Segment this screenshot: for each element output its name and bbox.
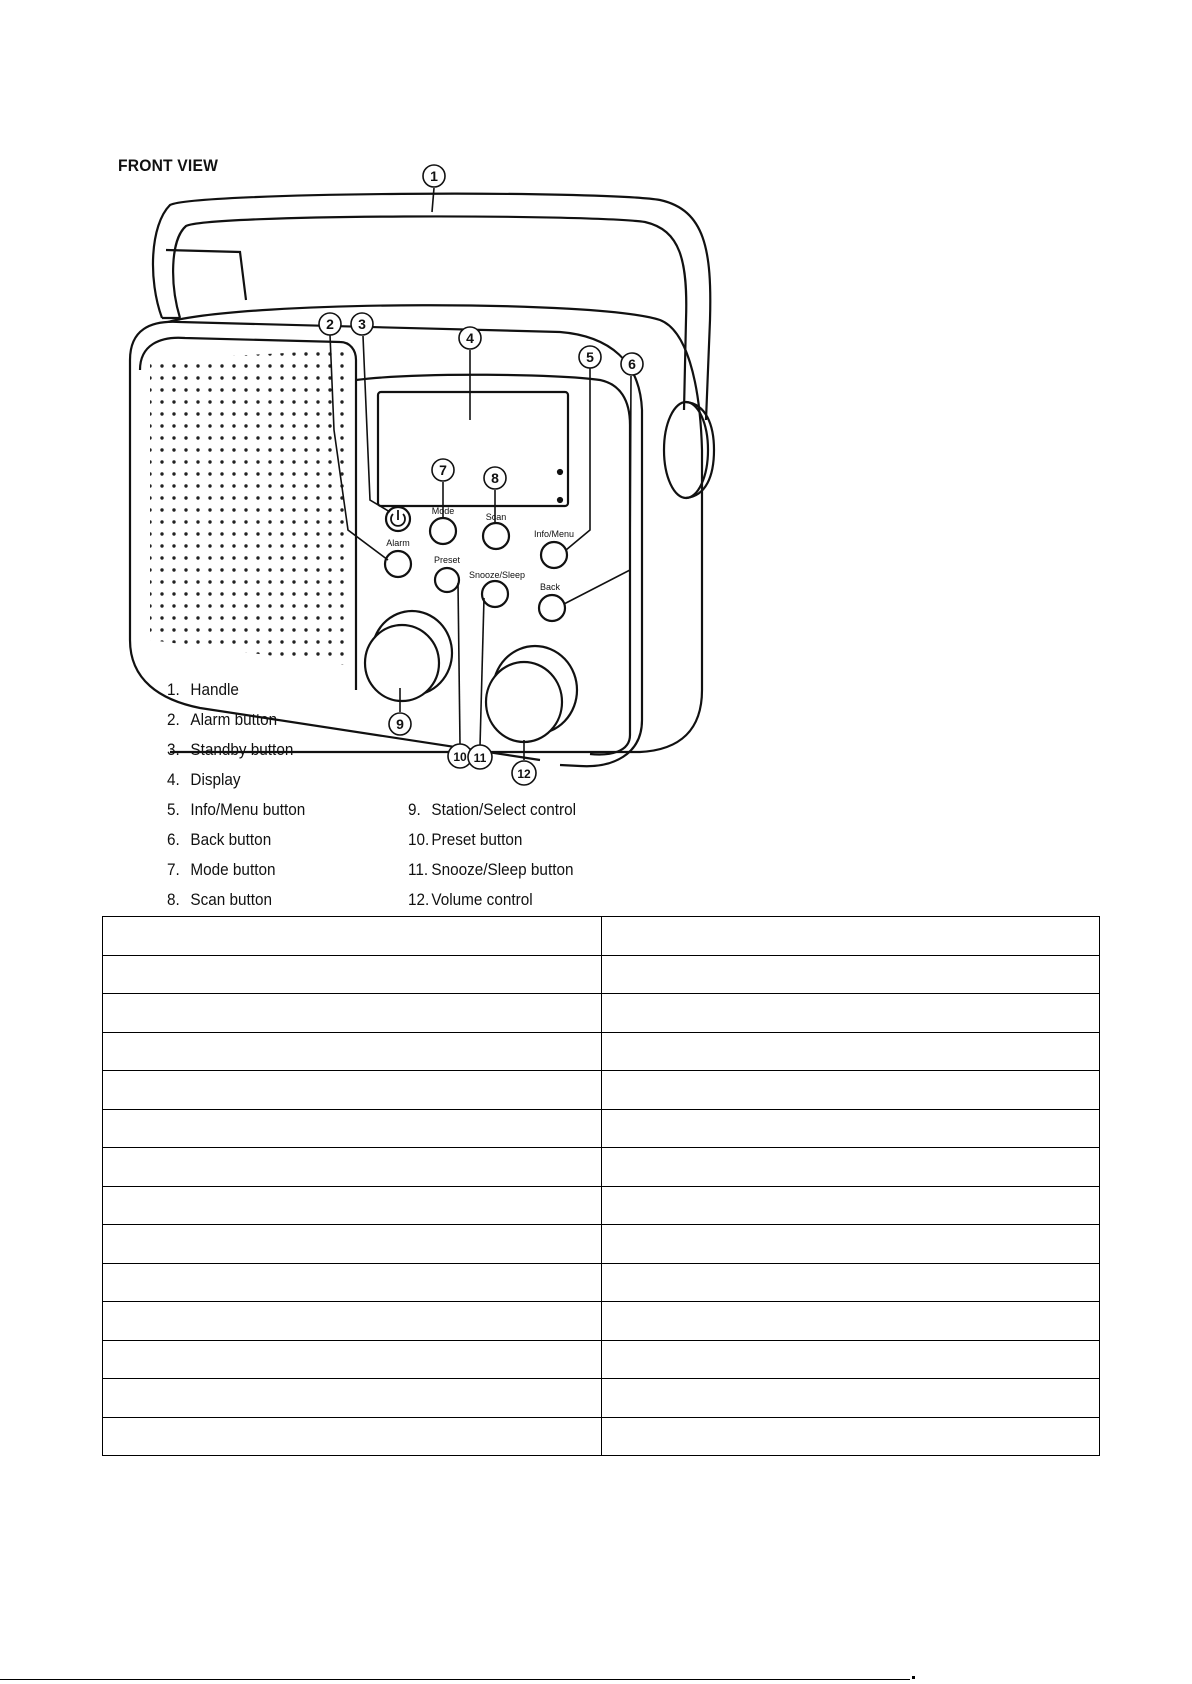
handle-hub	[664, 402, 714, 498]
footer-mark	[912, 1676, 915, 1679]
svg-text:5: 5	[586, 349, 594, 365]
table-row	[103, 1109, 1100, 1148]
svg-text:12: 12	[517, 767, 531, 781]
legend-item-5: 5. Info/Menu button	[167, 800, 306, 819]
preset-label: Preset	[433, 555, 461, 565]
table-cell	[103, 955, 602, 994]
mode-label: Mode	[431, 506, 455, 516]
table-cell	[601, 917, 1100, 956]
table-row	[103, 1263, 1100, 1302]
scan-label: Scan	[485, 512, 507, 522]
figure-title: FRONT VIEW	[118, 156, 219, 175]
volume-knob	[486, 646, 577, 742]
scan-button	[483, 523, 509, 549]
table-cell	[601, 1148, 1100, 1187]
table-row	[103, 1379, 1100, 1418]
table-row	[103, 955, 1100, 994]
table-cell	[601, 1340, 1100, 1379]
legend-item-9: 9. Station/Select control	[408, 800, 576, 819]
svg-text:6: 6	[628, 356, 636, 372]
legend-item-6: 6. Back button	[167, 830, 272, 849]
table-row	[103, 1148, 1100, 1187]
table-row	[103, 1032, 1100, 1071]
table-cell	[601, 1302, 1100, 1341]
table-cell	[103, 1263, 602, 1302]
callout-3	[351, 313, 373, 335]
table-row	[103, 1417, 1100, 1456]
table-row	[103, 1302, 1100, 1341]
callout-11	[468, 745, 492, 769]
table-cell	[103, 1340, 602, 1379]
table-cell	[601, 1186, 1100, 1225]
callout-7	[432, 459, 454, 481]
mode-button	[430, 518, 456, 544]
svg-text:7: 7	[439, 462, 447, 478]
table-cell	[601, 1417, 1100, 1456]
table-row	[103, 1071, 1100, 1110]
table-cell	[103, 1109, 602, 1148]
callout-8	[484, 467, 506, 489]
back-label: Back	[539, 582, 561, 592]
table-cell	[103, 994, 602, 1033]
snooze-sleep-button	[482, 581, 508, 607]
back-button	[539, 595, 565, 621]
table-row	[103, 917, 1100, 956]
svg-text:2: 2	[326, 316, 334, 332]
svg-text:11: 11	[473, 751, 487, 765]
table-cell	[103, 1379, 602, 1418]
table-cell	[601, 1379, 1100, 1418]
table-cell	[601, 1109, 1100, 1148]
legend-item-1: 1. Handle	[167, 680, 239, 699]
svg-text:10: 10	[453, 750, 467, 764]
table-cell	[103, 1225, 602, 1264]
legend-item-8: 8. Scan button	[167, 890, 273, 909]
legend-item-4: 4. Display	[167, 770, 241, 789]
legend-item-3: 3. Standby button	[167, 740, 294, 759]
table-cell	[601, 955, 1100, 994]
table-row	[103, 994, 1100, 1033]
table-cell	[601, 994, 1100, 1033]
table-cell	[103, 1417, 602, 1456]
legend-item-11: 11. Snooze/Sleep button	[408, 860, 574, 879]
blank-table	[102, 916, 1100, 1456]
display-window	[378, 392, 568, 506]
legend-item-7: 7. Mode button	[167, 860, 276, 879]
svg-text:8: 8	[491, 470, 499, 486]
preset-button	[435, 568, 459, 592]
info-menu-button	[541, 542, 567, 568]
speaker-grille	[150, 350, 345, 665]
table-cell	[601, 1032, 1100, 1071]
table-cell	[601, 1225, 1100, 1264]
svg-text:1: 1	[430, 168, 438, 184]
callout-4	[459, 327, 481, 349]
legend-item-10: 10. Preset button	[408, 830, 523, 849]
callout-9	[389, 713, 411, 735]
table-row	[103, 1225, 1100, 1264]
snooze-sleep-label: Snooze/Sleep	[468, 570, 526, 580]
svg-text:3: 3	[358, 316, 366, 332]
table-row	[103, 1340, 1100, 1379]
table-cell	[103, 1032, 602, 1071]
callout-6	[621, 353, 643, 375]
legend-item-12: 12. Volume control	[408, 890, 533, 909]
info-menu-label: Info/Menu	[533, 529, 575, 539]
table-cell	[103, 1186, 602, 1225]
alarm-label: Alarm	[386, 538, 410, 548]
callout-5	[579, 346, 601, 368]
alarm-button	[385, 551, 411, 577]
table-cell	[103, 917, 602, 956]
table-cell	[103, 1302, 602, 1341]
table-row	[103, 1186, 1100, 1225]
station-select-knob	[365, 611, 452, 701]
svg-text:9: 9	[396, 716, 404, 732]
callout-1	[423, 165, 445, 187]
table-cell	[601, 1263, 1100, 1302]
table-cell	[103, 1148, 602, 1187]
footer-rule	[0, 1679, 910, 1680]
legend-item-2: 2. Alarm button	[167, 710, 278, 729]
callout-12	[512, 761, 536, 785]
svg-text:4: 4	[466, 330, 474, 346]
callout-2	[319, 313, 341, 335]
table-cell	[103, 1071, 602, 1110]
table-cell	[601, 1071, 1100, 1110]
